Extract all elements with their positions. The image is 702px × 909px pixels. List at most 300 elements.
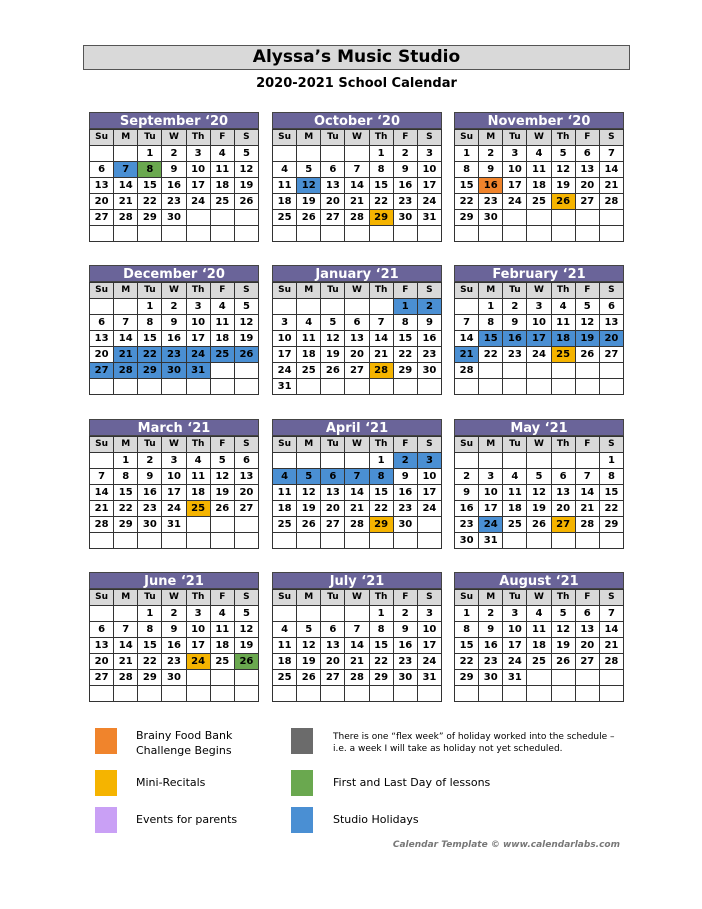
weekday-header: F <box>575 437 599 453</box>
month-title: November ‘20 <box>454 112 624 129</box>
day-cell: 3 <box>186 299 210 315</box>
weekday-header: Th <box>551 437 575 453</box>
empty-cell <box>527 453 551 469</box>
day-cell: 14 <box>90 485 114 501</box>
day-cell: 9 <box>393 622 417 638</box>
empty-cell <box>503 453 527 469</box>
month-calendar <box>454 419 624 549</box>
day-cell: 27 <box>575 194 599 210</box>
empty-cell <box>321 146 345 162</box>
month-calendar <box>272 419 442 549</box>
day-cell: 23 <box>479 654 503 670</box>
empty-cell <box>393 379 417 395</box>
day-cell: 5 <box>234 146 258 162</box>
weekday-header: W <box>527 130 551 146</box>
weekday-header: W <box>527 283 551 299</box>
day-cell: 25 <box>273 670 297 686</box>
day-cell: 14 <box>455 331 479 347</box>
day-cell: 14 <box>369 331 393 347</box>
day-cell: 23 <box>455 517 479 533</box>
day-cell: 30 <box>393 210 417 226</box>
weekday-header: Th <box>369 283 393 299</box>
weekday-header: W <box>345 590 369 606</box>
empty-cell <box>186 379 210 395</box>
weekday-header: S <box>417 283 441 299</box>
day-cell: 18 <box>273 501 297 517</box>
empty-cell <box>599 226 623 242</box>
empty-cell <box>321 533 345 549</box>
weekday-header: Tu <box>321 590 345 606</box>
day-cell: 30 <box>479 210 503 226</box>
month-title: January ‘21 <box>272 265 442 282</box>
empty-cell <box>186 210 210 226</box>
day-cell: 28 <box>455 363 479 379</box>
weekday-header: W <box>345 130 369 146</box>
day-cell: 24 <box>503 194 527 210</box>
weekday-header: Tu <box>138 590 162 606</box>
day-cell: 22 <box>455 194 479 210</box>
weekday-header: M <box>297 130 321 146</box>
day-cell: 10 <box>162 469 186 485</box>
day-cell: 9 <box>455 485 479 501</box>
day-cell: 18 <box>210 331 234 347</box>
day-cell: 28 <box>599 194 623 210</box>
day-cell: 23 <box>479 194 503 210</box>
day-cell: 2 <box>393 606 417 622</box>
empty-cell <box>162 686 186 702</box>
day-cell: 28 <box>575 517 599 533</box>
day-cell: 30 <box>417 363 441 379</box>
day-cell: 25 <box>297 363 321 379</box>
day-cell: 5 <box>297 162 321 178</box>
day-cell: 6 <box>321 469 345 485</box>
day-cell: 6 <box>90 162 114 178</box>
empty-cell <box>551 533 575 549</box>
weekday-header: W <box>162 283 186 299</box>
month-calendar <box>89 265 259 395</box>
empty-cell <box>479 226 503 242</box>
day-cell: 30 <box>455 533 479 549</box>
weekday-header: Th <box>369 437 393 453</box>
day-cell: 2 <box>138 453 162 469</box>
day-cell: 11 <box>273 638 297 654</box>
empty-cell <box>575 533 599 549</box>
weekday-header: W <box>162 130 186 146</box>
day-cell: 24 <box>417 654 441 670</box>
empty-cell <box>527 379 551 395</box>
empty-cell <box>417 226 441 242</box>
day-cell: 4 <box>527 146 551 162</box>
empty-cell <box>297 379 321 395</box>
month-title: August ‘21 <box>454 572 624 589</box>
weekday-header: Su <box>455 130 479 146</box>
day-cell: 14 <box>345 485 369 501</box>
day-cell: 24 <box>162 501 186 517</box>
empty-cell <box>455 453 479 469</box>
day-cell: 7 <box>455 315 479 331</box>
day-cell: 20 <box>599 331 623 347</box>
empty-cell <box>417 379 441 395</box>
day-cell: 8 <box>455 162 479 178</box>
day-cell: 15 <box>114 485 138 501</box>
weekday-header: S <box>234 437 258 453</box>
day-cell: 16 <box>138 485 162 501</box>
empty-cell <box>273 146 297 162</box>
empty-cell <box>162 379 186 395</box>
day-cell: 11 <box>297 331 321 347</box>
day-cell: 7 <box>114 315 138 331</box>
day-cell: 7 <box>345 469 369 485</box>
empty-cell <box>297 606 321 622</box>
day-cell: 7 <box>345 162 369 178</box>
empty-cell <box>90 226 114 242</box>
day-cell: 17 <box>417 178 441 194</box>
empty-cell <box>321 453 345 469</box>
empty-cell <box>138 226 162 242</box>
weekday-header: Tu <box>321 437 345 453</box>
weekday-header: Th <box>551 283 575 299</box>
day-cell: 18 <box>186 485 210 501</box>
empty-cell <box>321 686 345 702</box>
empty-cell <box>479 686 503 702</box>
day-cell: 2 <box>162 299 186 315</box>
empty-cell <box>273 533 297 549</box>
day-cell: 21 <box>90 501 114 517</box>
empty-cell <box>210 226 234 242</box>
day-cell: 8 <box>369 469 393 485</box>
day-cell: 15 <box>138 331 162 347</box>
day-cell: 18 <box>210 178 234 194</box>
day-cell: 22 <box>369 654 393 670</box>
empty-cell <box>114 606 138 622</box>
empty-cell <box>321 299 345 315</box>
day-cell: 14 <box>599 622 623 638</box>
day-cell: 13 <box>90 331 114 347</box>
day-cell: 3 <box>503 606 527 622</box>
day-cell: 17 <box>186 638 210 654</box>
empty-cell <box>114 146 138 162</box>
empty-cell <box>575 226 599 242</box>
day-cell: 14 <box>345 178 369 194</box>
day-cell: 5 <box>234 606 258 622</box>
day-cell: 16 <box>393 485 417 501</box>
day-cell: 26 <box>234 654 258 670</box>
day-cell: 27 <box>575 654 599 670</box>
weekday-header: F <box>575 130 599 146</box>
day-cell: 10 <box>503 622 527 638</box>
day-cell: 1 <box>393 299 417 315</box>
day-cell: 29 <box>369 670 393 686</box>
weekday-header: W <box>162 590 186 606</box>
empty-cell <box>162 533 186 549</box>
day-cell: 19 <box>210 485 234 501</box>
day-cell: 18 <box>273 194 297 210</box>
empty-cell <box>138 686 162 702</box>
day-cell: 6 <box>321 622 345 638</box>
empty-cell <box>297 299 321 315</box>
day-cell: 30 <box>138 517 162 533</box>
day-cell: 22 <box>369 501 393 517</box>
weekday-header: Su <box>455 283 479 299</box>
day-cell: 19 <box>234 331 258 347</box>
day-cell: 8 <box>369 622 393 638</box>
empty-cell <box>575 686 599 702</box>
empty-cell <box>90 146 114 162</box>
day-cell: 14 <box>599 162 623 178</box>
weekday-header: S <box>599 437 623 453</box>
day-cell: 27 <box>90 670 114 686</box>
day-cell: 6 <box>575 146 599 162</box>
day-cell: 15 <box>369 178 393 194</box>
empty-cell <box>417 517 441 533</box>
empty-cell <box>321 606 345 622</box>
empty-cell <box>455 379 479 395</box>
day-cell: 2 <box>503 299 527 315</box>
empty-cell <box>503 363 527 379</box>
weekday-header: S <box>234 130 258 146</box>
day-cell: 26 <box>527 517 551 533</box>
weekday-header: Su <box>455 437 479 453</box>
day-cell: 4 <box>273 622 297 638</box>
day-cell: 11 <box>210 622 234 638</box>
month-calendar <box>89 419 259 549</box>
day-cell: 29 <box>599 517 623 533</box>
day-cell: 21 <box>345 654 369 670</box>
day-cell: 17 <box>417 485 441 501</box>
day-cell: 4 <box>503 469 527 485</box>
legend-swatch-lessons <box>291 770 313 796</box>
day-cell: 27 <box>234 501 258 517</box>
empty-cell <box>114 533 138 549</box>
day-cell: 18 <box>297 347 321 363</box>
day-cell: 26 <box>234 347 258 363</box>
day-cell: 24 <box>527 347 551 363</box>
legend-swatch-brainy <box>95 728 117 754</box>
day-cell: 12 <box>210 469 234 485</box>
legend-swatch-recitals <box>95 770 117 796</box>
day-cell: 22 <box>455 654 479 670</box>
day-cell: 21 <box>114 194 138 210</box>
day-cell: 17 <box>417 638 441 654</box>
day-cell: 16 <box>417 331 441 347</box>
weekday-header: Th <box>186 283 210 299</box>
day-cell: 18 <box>551 331 575 347</box>
day-cell: 23 <box>162 347 186 363</box>
day-cell: 5 <box>321 315 345 331</box>
empty-cell <box>503 226 527 242</box>
day-cell: 10 <box>273 331 297 347</box>
month-title: February ‘21 <box>454 265 624 282</box>
day-cell: 9 <box>393 469 417 485</box>
empty-cell <box>138 379 162 395</box>
empty-cell <box>599 533 623 549</box>
weekday-header: F <box>575 283 599 299</box>
day-cell: 26 <box>551 654 575 670</box>
weekday-header: Su <box>273 590 297 606</box>
day-cell: 4 <box>297 315 321 331</box>
empty-cell <box>234 226 258 242</box>
empty-cell <box>210 363 234 379</box>
empty-cell <box>345 226 369 242</box>
weekday-header: Su <box>90 590 114 606</box>
day-cell: 7 <box>114 162 138 178</box>
day-cell: 15 <box>369 638 393 654</box>
weekday-header: F <box>575 590 599 606</box>
day-cell: 28 <box>345 670 369 686</box>
weekday-header: M <box>297 283 321 299</box>
day-cell: 17 <box>527 331 551 347</box>
day-cell: 11 <box>527 162 551 178</box>
weekday-header: Th <box>186 437 210 453</box>
empty-cell <box>186 517 210 533</box>
credit-text: Calendar Template © www.calendarlabs.com <box>392 840 620 850</box>
weekday-header: Th <box>551 130 575 146</box>
day-cell: 22 <box>479 347 503 363</box>
empty-cell <box>599 670 623 686</box>
empty-cell <box>503 533 527 549</box>
day-cell: 18 <box>273 654 297 670</box>
day-cell: 31 <box>479 533 503 549</box>
day-cell: 1 <box>114 453 138 469</box>
day-cell: 22 <box>369 194 393 210</box>
day-cell: 15 <box>138 638 162 654</box>
day-cell: 14 <box>114 638 138 654</box>
day-cell: 6 <box>345 315 369 331</box>
day-cell: 12 <box>234 162 258 178</box>
day-cell: 10 <box>417 622 441 638</box>
day-cell: 25 <box>210 654 234 670</box>
day-cell: 15 <box>138 178 162 194</box>
day-cell: 24 <box>503 654 527 670</box>
day-cell: 19 <box>551 638 575 654</box>
day-cell: 25 <box>210 347 234 363</box>
empty-cell <box>345 379 369 395</box>
day-cell: 26 <box>575 347 599 363</box>
day-cell: 7 <box>114 622 138 638</box>
day-cell: 23 <box>503 347 527 363</box>
weekday-header: W <box>345 437 369 453</box>
day-cell: 18 <box>503 501 527 517</box>
day-cell: 8 <box>479 315 503 331</box>
weekday-header: M <box>114 283 138 299</box>
day-cell: 11 <box>551 315 575 331</box>
day-cell: 13 <box>234 469 258 485</box>
day-cell: 3 <box>162 453 186 469</box>
day-cell: 25 <box>273 210 297 226</box>
day-cell: 12 <box>297 485 321 501</box>
day-cell: 28 <box>369 363 393 379</box>
day-cell: 31 <box>503 670 527 686</box>
day-cell: 1 <box>599 453 623 469</box>
day-cell: 3 <box>479 469 503 485</box>
day-cell: 17 <box>503 178 527 194</box>
empty-cell <box>90 533 114 549</box>
day-cell: 20 <box>551 501 575 517</box>
empty-cell <box>527 210 551 226</box>
weekday-header: S <box>417 437 441 453</box>
day-cell: 4 <box>273 469 297 485</box>
day-cell: 18 <box>527 178 551 194</box>
weekday-header: S <box>599 590 623 606</box>
weekday-header: S <box>234 283 258 299</box>
day-cell: 1 <box>138 606 162 622</box>
empty-cell <box>417 533 441 549</box>
day-cell: 13 <box>599 315 623 331</box>
month-title: March ‘21 <box>89 419 259 436</box>
page-title: Alyssa’s Music Studio <box>83 45 630 70</box>
day-cell: 7 <box>90 469 114 485</box>
day-cell: 16 <box>479 178 503 194</box>
empty-cell <box>210 210 234 226</box>
day-cell: 29 <box>138 363 162 379</box>
day-cell: 31 <box>273 379 297 395</box>
day-cell: 14 <box>345 638 369 654</box>
day-cell: 2 <box>393 146 417 162</box>
day-cell: 15 <box>369 485 393 501</box>
day-cell: 31 <box>186 363 210 379</box>
day-cell: 25 <box>551 347 575 363</box>
legend-label-lessons: First and Last Day of lessons <box>333 776 491 789</box>
empty-cell <box>369 686 393 702</box>
day-cell: 22 <box>138 654 162 670</box>
day-cell: 6 <box>551 469 575 485</box>
day-cell: 20 <box>90 194 114 210</box>
empty-cell <box>369 533 393 549</box>
weekday-header: W <box>162 437 186 453</box>
day-cell: 30 <box>162 210 186 226</box>
day-cell: 21 <box>345 501 369 517</box>
day-cell: 29 <box>138 210 162 226</box>
day-cell: 30 <box>393 670 417 686</box>
day-cell: 20 <box>575 638 599 654</box>
weekday-header: Su <box>273 130 297 146</box>
day-cell: 6 <box>234 453 258 469</box>
weekday-header: M <box>114 130 138 146</box>
legend-label-parents: Events for parents <box>136 813 238 826</box>
day-cell: 25 <box>210 194 234 210</box>
day-cell: 8 <box>393 315 417 331</box>
weekday-header: Th <box>369 130 393 146</box>
empty-cell <box>234 517 258 533</box>
day-cell: 27 <box>90 363 114 379</box>
empty-cell <box>234 210 258 226</box>
day-cell: 4 <box>210 146 234 162</box>
empty-cell <box>114 379 138 395</box>
month-calendar <box>454 572 624 702</box>
day-cell: 9 <box>393 162 417 178</box>
weekday-header: M <box>114 590 138 606</box>
day-cell: 6 <box>321 162 345 178</box>
empty-cell <box>455 226 479 242</box>
day-cell: 1 <box>369 146 393 162</box>
day-cell: 21 <box>114 654 138 670</box>
empty-cell <box>527 686 551 702</box>
empty-cell <box>234 686 258 702</box>
day-cell: 21 <box>599 638 623 654</box>
day-cell: 20 <box>90 347 114 363</box>
day-cell: 30 <box>393 517 417 533</box>
weekday-header: Tu <box>321 283 345 299</box>
day-cell: 29 <box>393 363 417 379</box>
day-cell: 4 <box>210 606 234 622</box>
empty-cell <box>297 453 321 469</box>
month-title: May ‘21 <box>454 419 624 436</box>
day-cell: 16 <box>503 331 527 347</box>
empty-cell <box>345 533 369 549</box>
day-cell: 9 <box>479 162 503 178</box>
day-cell: 11 <box>527 622 551 638</box>
day-cell: 13 <box>575 162 599 178</box>
